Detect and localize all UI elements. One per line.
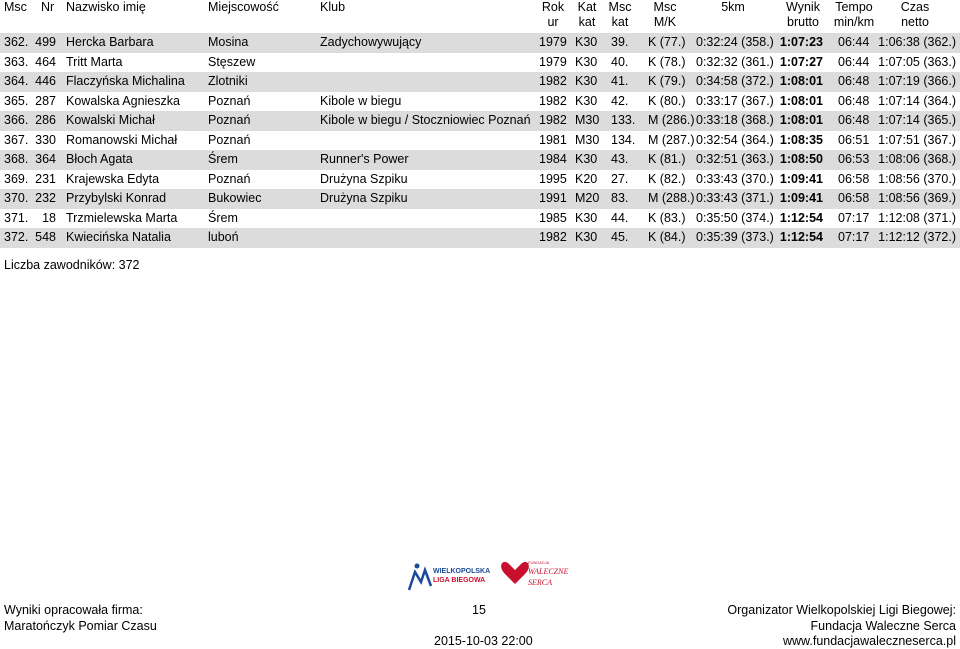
table-row — [0, 111, 960, 131]
cell-nr: 232 — [35, 191, 56, 206]
cell-msc: 363. — [4, 54, 29, 69]
results-table — [0, 33, 960, 248]
cell-nr: 499 — [35, 35, 56, 49]
cell-nr: 287 — [35, 93, 56, 108]
cell-catpos: 43. — [611, 152, 629, 167]
cell-year: 1985 — [539, 210, 567, 225]
cell-tempo: 06:51 — [838, 132, 870, 147]
cell-year: 1982 — [539, 93, 567, 108]
cell-mk: K (79.) — [648, 74, 686, 89]
cell-city: Poznań — [208, 171, 251, 186]
cell-split: 0:32:32 (361.) — [696, 54, 774, 69]
cell-mk: K (82.) — [648, 171, 686, 186]
cell-tempo: 07:17 — [838, 210, 870, 225]
heart-icon — [501, 562, 529, 584]
cell-split: 0:33:18 (368.) — [696, 113, 774, 128]
footer-organizer-name: Fundacja Waleczne Serca — [810, 619, 956, 633]
col-club: Klub — [320, 0, 346, 14]
footer-timing-company: Maratończyk Pomiar Czasu — [4, 619, 157, 633]
table-row — [0, 131, 960, 151]
cell-msc: 362. — [4, 35, 29, 49]
cell-tempo: 06:48 — [838, 74, 870, 89]
cell-year: 1984 — [539, 152, 567, 167]
col-cat-place: Msc kat — [608, 0, 632, 29]
cell-nr: 446 — [35, 74, 56, 89]
cell-club: Kibole w biegu — [320, 93, 402, 108]
cell-gross: 1:08:01 — [779, 74, 823, 89]
cell-msc: 371. — [4, 210, 29, 225]
cell-net: 1:07:14 (364.) — [878, 93, 956, 108]
cell-nr: 548 — [35, 230, 56, 245]
cell-gross: 1:12:54 — [779, 210, 823, 225]
cell-cat: K30 — [575, 74, 598, 89]
cell-nr: 364 — [35, 152, 56, 167]
col-nr: Nr — [41, 0, 55, 14]
cell-catpos: 39. — [611, 35, 629, 49]
cell-name: Trzmielewska Marta — [66, 210, 178, 225]
cell-split: 0:32:24 (358.) — [696, 35, 774, 49]
cell-net: 1:08:56 (369.) — [878, 191, 956, 206]
cell-net: 1:08:56 (370.) — [878, 171, 956, 186]
cell-tempo: 06:58 — [838, 171, 870, 186]
cell-gross: 1:08:50 — [779, 152, 823, 167]
cell-mk: M (287.) — [648, 132, 695, 147]
table-header — [0, 0, 960, 32]
cell-split: 0:32:54 (364.) — [696, 132, 774, 147]
footer-datetime: 2015-10-03 22:00 — [434, 634, 533, 648]
cell-city: Poznań — [208, 132, 251, 147]
cell-net: 1:12:12 (372.) — [878, 230, 956, 245]
cell-cat: M30 — [575, 113, 600, 128]
col-cat: Kat kat — [577, 0, 597, 29]
cell-split: 0:33:17 (367.) — [696, 93, 774, 108]
cell-club: Kibole w biegu / Stoczniowiec Poznań — [320, 113, 531, 128]
cell-year: 1979 — [539, 35, 567, 49]
cell-msc: 370. — [4, 191, 29, 206]
table-row — [0, 72, 960, 92]
fundacja-logo-line1: FUNDACJA — [528, 560, 550, 565]
cell-catpos: 45. — [611, 230, 629, 245]
cell-city: Śrem — [208, 210, 238, 225]
liga-logo-line1: WIELKOPOLSKA — [433, 568, 491, 575]
cell-tempo: 06:48 — [838, 93, 870, 108]
cell-tempo: 07:17 — [838, 230, 870, 245]
cell-name: Kowalska Agnieszka — [66, 93, 180, 108]
page-number: 15 — [472, 603, 486, 617]
cell-gross: 1:08:35 — [779, 132, 823, 147]
cell-mk: M (286.) — [648, 113, 695, 128]
cell-year: 1982 — [539, 113, 567, 128]
liga-biegowa-logo — [405, 552, 569, 596]
cell-mk: K (83.) — [648, 210, 686, 225]
cell-msc: 364. — [4, 74, 29, 89]
cell-cat: K30 — [575, 54, 598, 69]
cell-msc: 366. — [4, 113, 29, 128]
cell-mk: K (80.) — [648, 93, 686, 108]
cell-club: Zadychowywujący — [320, 35, 422, 49]
cell-cat: M20 — [575, 191, 600, 206]
cell-name: Kwiecińska Natalia — [66, 230, 171, 245]
table-row — [0, 209, 960, 229]
cell-split: 0:33:43 (370.) — [696, 171, 774, 186]
cell-club: Drużyna Szpiku — [320, 171, 408, 186]
col-msc: Msc — [4, 0, 27, 14]
cell-catpos: 133. — [611, 113, 636, 128]
cell-tempo: 06:58 — [838, 191, 870, 206]
table-row — [0, 189, 960, 209]
footer-organizer-website[interactable]: www.fundacjawaleczneserca.pl — [782, 634, 956, 648]
cell-city: luboń — [208, 230, 239, 245]
cell-split: 0:35:39 (373.) — [696, 230, 774, 245]
cell-nr: 330 — [35, 132, 56, 147]
cell-name: Flaczyńska Michalina — [66, 74, 185, 89]
cell-tempo: 06:53 — [838, 152, 870, 167]
col-gross: Wynik brutto — [786, 0, 820, 29]
cell-year: 1991 — [539, 191, 567, 206]
cell-split: 0:35:50 (374.) — [696, 210, 774, 225]
table-row — [0, 92, 960, 112]
cell-net: 1:06:38 (362.) — [878, 35, 956, 49]
cell-catpos: 134. — [611, 132, 636, 147]
cell-msc: 369. — [4, 171, 29, 186]
cell-tempo: 06:44 — [838, 35, 870, 49]
footer-organizer-label: Organizator Wielkopolskiej Ligi Biegowej: — [727, 603, 956, 617]
cell-net: 1:08:06 (368.) — [878, 152, 956, 167]
table-row — [0, 33, 960, 53]
cell-year: 1981 — [539, 132, 567, 147]
cell-year: 1979 — [539, 54, 567, 69]
cell-msc: 365. — [4, 93, 29, 108]
cell-gross: 1:09:41 — [779, 171, 823, 186]
cell-mk: K (81.) — [648, 152, 686, 167]
cell-net: 1:07:19 (366.) — [878, 74, 956, 89]
cell-mk: K (77.) — [648, 35, 686, 49]
cell-name: Krajewska Edyta — [66, 171, 160, 186]
cell-club: Runner's Power — [320, 152, 409, 167]
fundacja-logo-line3: SERCA — [528, 578, 552, 587]
cell-city: Zlotniki — [208, 74, 248, 89]
table-row — [0, 150, 960, 170]
sponsor-logos — [405, 552, 569, 596]
col-city: Miejscowość — [208, 0, 279, 14]
cell-nr: 286 — [35, 113, 56, 128]
cell-club: Drużyna Szpiku — [320, 191, 408, 206]
cell-name: Romanowski Michał — [66, 132, 178, 147]
cell-city: Poznań — [208, 93, 251, 108]
cell-city: Stęszew — [208, 54, 256, 69]
table-row — [0, 170, 960, 190]
cell-name: Kowalski Michał — [66, 113, 155, 128]
cell-year: 1982 — [539, 74, 567, 89]
cell-name: Hercka Barbara — [66, 35, 154, 49]
cell-cat: M30 — [575, 132, 600, 147]
cell-cat: K30 — [575, 230, 598, 245]
cell-cat: K30 — [575, 93, 598, 108]
cell-cat: K20 — [575, 171, 598, 186]
cell-catpos: 41. — [611, 74, 629, 89]
cell-city: Mosina — [208, 35, 249, 49]
cell-msc: 368. — [4, 152, 29, 167]
cell-catpos: 42. — [611, 93, 629, 108]
cell-split: 0:33:43 (371.) — [696, 191, 774, 206]
cell-mk: K (78.) — [648, 54, 686, 69]
cell-nr: 231 — [35, 171, 56, 186]
cell-tempo: 06:48 — [838, 113, 870, 128]
cell-name: Błoch Agata — [66, 152, 133, 167]
cell-cat: K30 — [575, 35, 598, 49]
cell-gross: 1:12:54 — [779, 230, 823, 245]
col-split-5km: 5km — [721, 0, 745, 14]
footer-timing-label: Wyniki opracowała firma: — [4, 603, 143, 617]
cell-year: 1995 — [539, 171, 567, 186]
col-name: Nazwisko imię — [66, 0, 146, 14]
cell-catpos: 44. — [611, 210, 629, 225]
table-row — [0, 53, 960, 73]
participant-count: Liczba zawodników: 372 — [4, 258, 140, 272]
cell-name: Przybylski Konrad — [66, 191, 167, 206]
cell-gross: 1:07:23 — [779, 35, 823, 49]
cell-split: 0:32:51 (363.) — [696, 152, 774, 167]
cell-net: 1:12:08 (371.) — [878, 210, 956, 225]
col-net: Czas netto — [900, 0, 930, 29]
cell-net: 1:07:51 (367.) — [878, 132, 956, 147]
cell-msc: 372. — [4, 230, 29, 245]
cell-cat: K30 — [575, 152, 598, 167]
cell-net: 1:07:14 (365.) — [878, 113, 956, 128]
cell-gross: 1:09:41 — [779, 191, 823, 206]
cell-year: 1982 — [539, 230, 567, 245]
cell-net: 1:07:05 (363.) — [878, 54, 956, 69]
cell-tempo: 06:44 — [838, 54, 870, 69]
fundacja-logo-line2: WALECZNE — [528, 567, 569, 576]
cell-catpos: 40. — [611, 54, 629, 69]
cell-nr: 464 — [35, 54, 56, 69]
cell-gross: 1:08:01 — [779, 93, 823, 108]
cell-gross: 1:08:01 — [779, 113, 823, 128]
table-row — [0, 228, 960, 248]
cell-name: Tritt Marta — [66, 54, 123, 69]
cell-mk: K (84.) — [648, 230, 686, 245]
cell-msc: 367. — [4, 132, 29, 147]
cell-catpos: 83. — [611, 191, 629, 206]
cell-gross: 1:07:27 — [779, 54, 823, 69]
cell-cat: K30 — [575, 210, 598, 225]
cell-mk: M (288.) — [648, 191, 695, 206]
cell-catpos: 27. — [611, 171, 629, 186]
cell-city: Bukowiec — [208, 191, 262, 206]
cell-city: Poznań — [208, 113, 251, 128]
cell-city: Śrem — [208, 152, 238, 167]
cell-split: 0:34:58 (372.) — [696, 74, 774, 89]
liga-logo-line2: LIGA BIEGOWA — [433, 577, 486, 584]
col-year: Rok ur — [541, 0, 565, 29]
col-gender-place: Msc M/K — [653, 0, 677, 29]
col-tempo: Tempo min/km — [833, 0, 875, 29]
cell-nr: 18 — [42, 210, 56, 225]
